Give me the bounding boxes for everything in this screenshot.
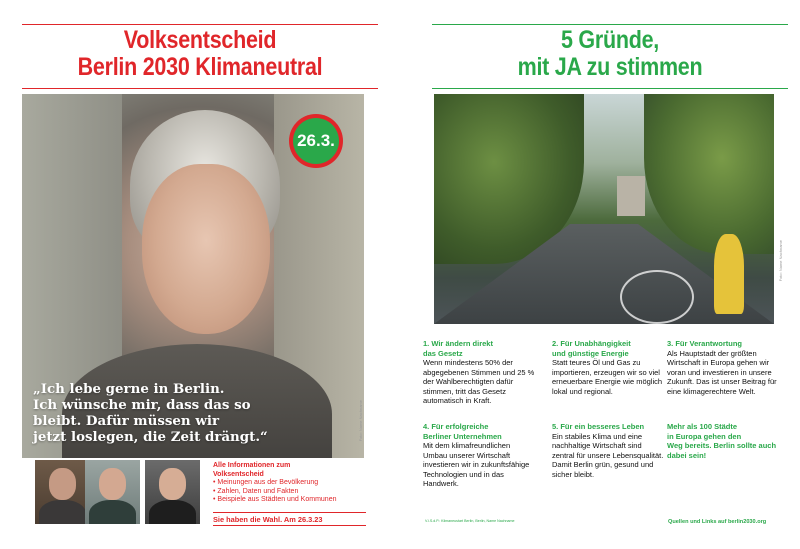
title-line-1: Volksentscheid — [123, 26, 277, 54]
reason-cities — [667, 422, 779, 460]
title-rule-bottom — [432, 88, 788, 89]
info-rule-bottom — [213, 525, 366, 526]
reason-body: Statt teures Öl und Gas zu importieren, erzeugen wir so viel erneuerbare Energie wie möglich lokal und regional. — [552, 358, 663, 396]
bicycle-lane-icon — [620, 270, 694, 324]
photo-credit: Foto: Name Nachname — [778, 240, 783, 282]
date-badge — [289, 114, 343, 168]
title-rule-top — [432, 24, 788, 25]
info-item: • Beispiele aus Städten und Kommunen — [213, 496, 337, 503]
reason-body: Ein stabiles Klima und eine nachhaltige Wirtschaft sind zentral für unsere Lebensqualität. Damit Berlin grün, gesund und sicher bleibt. — [552, 431, 664, 479]
brandenburg-gate-icon — [617, 176, 645, 216]
quote-line: Ich wünsche mir, dass das so — [33, 397, 251, 413]
reason-heading: 3. Für Verantwortung — [667, 339, 743, 348]
title-line-2: mit JA zu stimmen — [517, 53, 703, 81]
reason-heading: 1. Wir ändern direkt — [423, 339, 493, 348]
quote-line: bleibt. Dafür müssen wir — [33, 413, 219, 429]
person-thumbnail — [35, 460, 90, 524]
photo-credit: Foto: Name Nachname — [358, 400, 363, 442]
info-heading: Alle Informationen zum — [213, 462, 291, 469]
reason-3 — [667, 339, 779, 396]
quote-text — [33, 381, 363, 445]
reason-heading: Berliner Unternehmen — [423, 431, 502, 441]
reason-5 — [552, 422, 664, 479]
reason-body: Als Hauptstadt der größten Wirtschaft in Europa gehen wir voran und investieren in unsere Zukunft. Das ist unser Beitrag für eine klimagerechtere Welt. — [667, 348, 777, 396]
reason-2 — [552, 339, 664, 396]
reason-body: Wenn mindestens 50% der abgegebenen Stimmen und 25 % der Wahlberechtigten dafür stimmen, tritt das Gesetz automatisch in Kraft. — [423, 358, 535, 405]
right-page-title — [447, 27, 774, 81]
info-footer: Sie haben die Wahl. Am 26.3.23 — [213, 515, 323, 524]
sources-link[interactable]: Quellen und Links auf berlin2030.org — [668, 519, 767, 525]
info-rule — [213, 512, 366, 513]
date-badge-label: 26.3. — [293, 118, 339, 164]
cyclist-figure — [714, 234, 744, 314]
title-line-1: 5 Gründe, — [560, 26, 660, 54]
left-page-title — [37, 27, 364, 81]
reason-heading: Mehr als 100 Städte — [667, 422, 738, 431]
reason-heading: 2. Für Unabhängigkeit — [552, 339, 631, 348]
reason-heading: in Europa gehen den — [667, 431, 742, 441]
title-rule-bottom — [22, 88, 378, 89]
reason-heading: das Gesetz — [423, 348, 463, 358]
reason-heading: und günstige Energie — [552, 348, 629, 358]
info-heading: Volksentscheid — [213, 470, 264, 478]
street-photo — [434, 94, 774, 324]
imprint-text: V.i.S.d.P.: Klimaneustart Berlin, Berlin, Name Nachname — [425, 519, 515, 523]
info-item: • Meinungen aus der Bevölkerung — [213, 479, 319, 486]
person-thumbnail — [145, 460, 200, 524]
reason-body: Mit dem klimafreundlichen Umbau unserer Wirtschaft investieren wir in zukunftsfähige Technologien und in das Handwerk. — [423, 441, 530, 488]
reason-body: Weg bereits. Berlin sollte auch dabei sein! — [667, 441, 777, 460]
info-item: • Zahlen, Daten und Fakten — [213, 487, 299, 495]
reason-4 — [423, 422, 535, 489]
quote-line: „Ich lebe gerne in Berlin. — [33, 381, 225, 397]
quote-line: jetzt loslegen, die Zeit drängt.“ — [33, 429, 268, 445]
right-page — [400, 0, 800, 549]
reason-heading: 4. Für erfolgreiche — [423, 422, 489, 431]
reason-1 — [423, 339, 535, 406]
info-box — [213, 462, 373, 505]
title-rule-top — [22, 24, 378, 25]
title-line-2: Berlin 2030 Klimaneutral — [77, 53, 323, 81]
person-thumbnail — [85, 460, 140, 524]
reason-heading: 5. Für ein besseres Leben — [552, 422, 645, 431]
